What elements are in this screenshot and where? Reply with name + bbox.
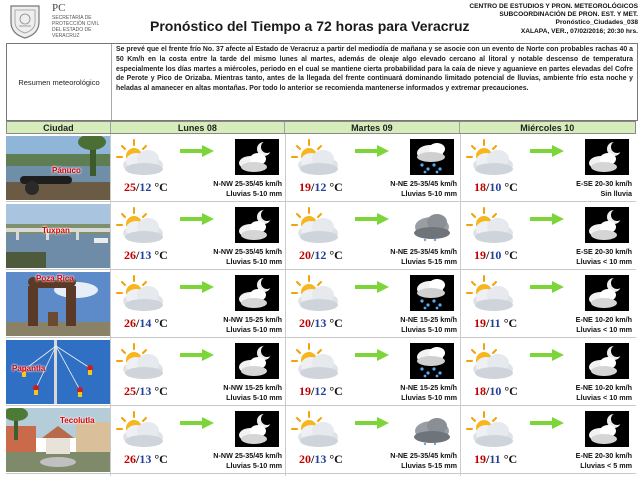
temp-separator: / [486,248,490,262]
forecast-cell [110,271,285,338]
temp-separator: / [486,180,490,194]
temperature-range [474,452,517,467]
issuer-center: CENTRO DE ESTUDIOS Y PRON. METEOROLÓGICOS [469,3,638,10]
city-photo [6,340,110,404]
forecast-cell [460,271,635,338]
wind-rain-info [390,179,457,199]
min-temp: 10 [489,180,502,194]
max-temp: 19 [299,384,311,398]
forecast-cell [285,203,460,270]
temp-unit: °C [329,248,343,262]
issuer-subcoordination: SUBCOORDINACIÓN DE PRON. EST. Y MET. [499,11,638,19]
rain-text: Lluvias 5-10 mm [226,461,282,470]
wind-rain-info [213,179,282,199]
temp-separator: / [136,248,140,262]
table-row [6,339,636,406]
night-moon-cloud-icon [235,343,279,379]
min-temp: 11 [489,452,501,466]
temperature-range [299,384,343,399]
wind-text: N-NE 15-25 km/h [400,315,457,324]
night-moon-cloud-icon [585,275,629,311]
city-name: Tuxpan [42,226,70,235]
rain-text: Lluvias 5-10 mm [401,189,457,198]
temperature-range [474,384,518,399]
wind-direction-arrow-icon [530,417,564,429]
table-row [6,407,636,474]
wind-direction-arrow-icon [530,349,564,361]
wind-rain-info [576,383,632,403]
summary-text: Se prevé que el frente frío No. 37 afecte al Estado de Veracruz a partir del mediodía de mañana y se asocie con un evento de Norte con probables rachas 40 a 50 Km/h en la costa entre la tarde del mismo lunes al martes, además de oleaje algo elevado cercano al litoral y notable descenso de temperatura especialmente los días martes a miércoles, periodo en el cual se mantiene cierta probabilidad para la caía de nieve y aguanieve en partes elevadas del Cofre de Perote y Pico de Orizaba. Mientras tanto, antes de la llegada del frente continuará dominando limitado potencial de lluvias, ambiente frío esta noche y heladas al amanecer en altas montañas. Por todo lo anterior se recomienda mantenerse informados y extremar precauciones. [116,46,633,93]
wind-direction-arrow-icon [355,145,389,157]
forecast-cell [110,407,285,474]
wind-text: E-NE 10-20 km/h [575,315,632,324]
wind-direction-arrow-icon [530,281,564,293]
rain-text: Lluvias 5-10 mm [401,325,457,334]
forecast-cell [110,135,285,202]
wind-direction-arrow-icon [180,417,214,429]
min-temp: 14 [139,316,152,330]
wind-rain-info [390,247,457,267]
rain-text: Lluvias < 10 mm [576,393,632,402]
max-temp: 19 [474,452,486,466]
day-cloud-icon [289,138,341,178]
night-cloudy-icon [410,411,454,447]
day-cloud-icon [464,274,516,314]
rain-text: Lluvias 5-10 mm [226,257,282,266]
wind-text: N-NE 15-25 km/h [400,383,457,392]
max-temp: 25 [124,180,136,194]
max-temp: 19 [474,316,486,330]
min-temp: 13 [314,452,327,466]
wind-rain-info [223,315,282,335]
wind-text: N-NW 25-35/45 km/h [213,247,282,256]
night-moon-cloud-icon [235,411,279,447]
wind-direction-arrow-icon [180,281,214,293]
issuer-info [452,3,638,36]
table-row [6,271,636,338]
forecast-id: Pronóstico_Ciudades_038 [555,19,638,27]
min-temp: 12 [314,180,327,194]
temp-unit: °C [154,316,168,330]
column-divider [460,134,461,476]
day-cloud-icon [114,410,166,450]
rain-text: Lluvias 5-10 mm [226,393,282,402]
min-temp: 11 [489,316,501,330]
rain-text: Lluvias 5-10 mm [226,325,282,334]
wind-rain-info [223,383,282,403]
max-temp: 19 [299,180,311,194]
city-photo [6,204,110,268]
min-temp: 13 [139,248,152,262]
max-temp: 20 [299,316,311,330]
temperature-range [299,452,343,467]
forecast-cell [460,339,635,406]
day-cloud-icon [114,274,166,314]
temp-unit: °C [504,384,518,398]
night-rain-cloud-icon [410,139,454,175]
forecast-cell [460,407,635,474]
org-name: SECRETARÍA DE PROTECCIÓN CIVIL DEL ESTADO DE VERACRUZ [52,15,100,39]
min-temp: 12 [314,248,327,262]
wind-text: E-SE 20-30 km/h [576,179,632,188]
temp-unit: °C [503,452,518,466]
night-moon-cloud-icon [585,343,629,379]
day-cloud-icon [114,342,166,382]
temp-unit: °C [329,316,343,330]
wind-rain-info [576,179,632,199]
forecast-cell [285,339,460,406]
temp-unit: °C [154,452,168,466]
temperature-range [299,316,343,331]
temp-separator: / [136,316,140,330]
city-name: Tecolutla [60,416,95,425]
temp-separator: / [311,248,315,262]
temp-unit: °C [504,248,518,262]
temp-separator: / [311,180,315,194]
summary-label: Resumen meteorológico [7,44,112,120]
city-photo [6,408,110,472]
wind-rain-info [213,247,282,267]
temperature-range [124,248,168,263]
wind-direction-arrow-icon [530,213,564,225]
wind-text: N-NE 25-35/45 km/h [390,451,457,460]
min-temp: 10 [489,248,502,262]
wind-text: N-NW 25-35/45 km/h [213,451,282,460]
rain-text: Lluvias 5-15 mm [401,257,457,266]
city-photo [6,136,110,200]
temperature-range [474,180,518,195]
wind-rain-info [400,383,457,403]
night-moon-cloud-icon [585,139,629,175]
wind-text: N-NE 25-35/45 km/h [390,179,457,188]
min-temp: 12 [139,180,152,194]
max-temp: 25 [124,384,136,398]
issue-datetime: XALAPA, VER., 07/02/2016; 20:30 hrs. [520,27,638,35]
summary-box [6,43,638,121]
temperature-range [299,248,343,263]
temp-separator: / [486,384,490,398]
forecast-cell [110,203,285,270]
table-row [6,135,636,202]
min-temp: 13 [139,384,152,398]
column-divider [110,134,111,476]
wind-direction-arrow-icon [355,417,389,429]
table-row [6,203,636,270]
day-cloud-icon [114,138,166,178]
city-photo [6,272,110,336]
day-cloud-icon [464,138,516,178]
night-cloudy-icon [410,207,454,243]
forecast-cell [285,135,460,202]
org-abbreviation: PC [52,2,66,14]
temperature-range [474,248,518,263]
day-cloud-icon [289,342,341,382]
day-cloud-icon [289,206,341,246]
min-temp: 13 [139,452,152,466]
night-moon-cloud-icon [235,139,279,175]
temp-separator: / [311,452,315,466]
temperature-range [124,452,168,467]
max-temp: 20 [299,248,311,262]
temp-separator: / [136,384,140,398]
wind-direction-arrow-icon [355,281,389,293]
wind-text: E-NE 10-20 km/h [575,383,632,392]
wind-direction-arrow-icon [355,213,389,225]
temperature-range [124,316,168,331]
night-moon-cloud-icon [585,411,629,447]
day-cloud-icon [289,274,341,314]
night-rain-cloud-icon [410,275,454,311]
max-temp: 26 [124,248,136,262]
temp-separator: / [486,316,490,330]
temp-unit: °C [329,452,343,466]
wind-rain-info [400,315,457,335]
night-rain-cloud-icon [410,343,454,379]
forecast-cell [285,271,460,338]
day-cloud-icon [114,206,166,246]
wind-direction-arrow-icon [180,145,214,157]
city-photo-image [6,204,110,268]
wind-direction-arrow-icon [180,349,214,361]
rain-text: Lluvias 5-10 mm [401,393,457,402]
max-temp: 20 [299,452,311,466]
night-moon-cloud-icon [235,275,279,311]
header-day-1: Lunes 08 [111,122,285,133]
max-temp: 19 [474,248,486,262]
temp-separator: / [311,316,315,330]
temp-separator: / [486,452,490,466]
page-title: Pronóstico del Tiempo a 72 horas para Veracruz [150,18,470,34]
temp-separator: / [311,384,315,398]
temp-separator: / [136,180,140,194]
wind-rain-info [576,315,632,335]
temperature-range [124,180,168,195]
wind-rain-info [213,451,282,471]
wind-text: E-SE 20-30 km/h [576,247,632,256]
rain-text: Lluvias < 10 mm [576,257,632,266]
rain-text: Lluvias 5-10 mm [226,189,282,198]
temperature-range [474,316,517,331]
city-name: Pánuco [52,166,81,175]
min-temp: 10 [489,384,502,398]
city-name: Papantla [12,364,46,373]
rain-text: Lluvias < 5 mm [580,461,632,470]
forecast-cell [285,407,460,474]
table-header [6,121,636,134]
temp-separator: / [136,452,140,466]
wind-text: N-NE 25-35/45 km/h [390,247,457,256]
temp-unit: °C [154,180,168,194]
wind-rain-info [390,451,457,471]
header-day-3: Miércoles 10 [520,122,575,133]
temp-unit: °C [154,384,168,398]
temperature-range [124,384,168,399]
max-temp: 18 [474,384,486,398]
wind-text: N-NW 25-35/45 km/h [213,179,282,188]
column-divider [285,134,286,476]
day-cloud-icon [464,410,516,450]
temp-unit: °C [504,180,518,194]
wind-rain-info [576,247,632,267]
temp-unit: °C [503,316,518,330]
rain-text: Lluvias 5-15 mm [401,461,457,470]
rain-text: Lluvias < 10 mm [576,325,632,334]
day-cloud-icon [464,342,516,382]
forecast-cell [460,203,635,270]
wind-direction-arrow-icon [530,145,564,157]
temp-unit: °C [329,384,343,398]
max-temp: 26 [124,452,136,466]
veracruz-shield-logo [6,2,44,40]
wind-text: N-NW 15-25 km/h [223,383,282,392]
max-temp: 26 [124,316,136,330]
header-day-2: Martes 09 [285,122,459,133]
max-temp: 18 [474,180,486,194]
city-name: Poza Rica [36,274,74,283]
min-temp: 12 [314,384,327,398]
night-moon-cloud-icon [235,207,279,243]
min-temp: 13 [314,316,327,330]
wind-text: N-NW 15-25 km/h [223,315,282,324]
forecast-cell [460,135,635,202]
temp-unit: °C [329,180,343,194]
forecast-cell [110,339,285,406]
temp-unit: °C [154,248,168,262]
wind-rain-info [576,451,632,471]
temperature-range [299,180,343,195]
wind-text: E-NE 20-30 km/h [575,451,632,460]
day-cloud-icon [464,206,516,246]
rain-text: Sin lluvia [600,189,632,198]
day-cloud-icon [289,410,341,450]
night-moon-cloud-icon [585,207,629,243]
wind-direction-arrow-icon [355,349,389,361]
header-city: Ciudad [7,122,111,133]
wind-direction-arrow-icon [180,213,214,225]
